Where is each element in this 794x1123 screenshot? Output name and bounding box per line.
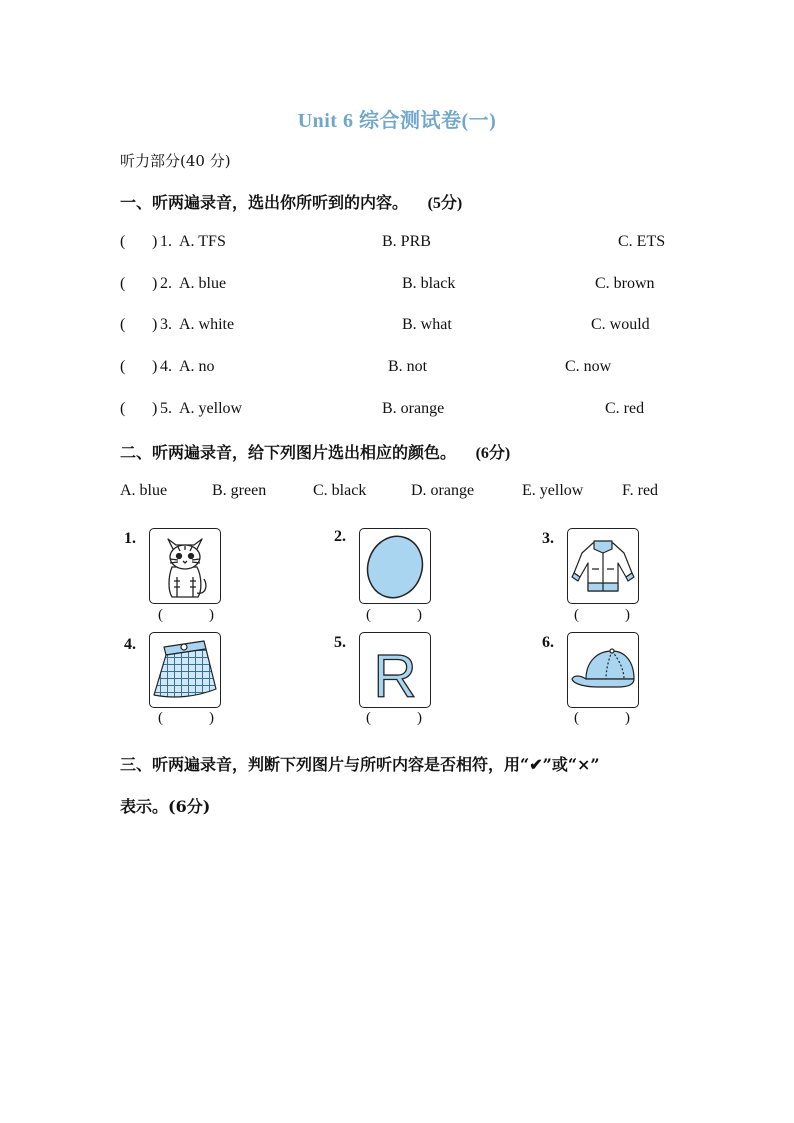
option-a: A. white	[179, 316, 235, 333]
answer-paren-open: (	[120, 358, 126, 375]
color-option: D. orange	[411, 482, 475, 499]
color-option: B. green	[212, 482, 267, 499]
egg-icon	[360, 529, 430, 603]
answer-paren-open: (	[366, 607, 371, 623]
cap-icon	[568, 633, 638, 707]
option-c: C. brown	[595, 275, 655, 292]
answer-paren-open: (	[158, 607, 163, 623]
answer-paren-open: (	[120, 275, 126, 292]
section2-heading-text: 二、听两遍录音，给下列图片选出相应的颜色。	[120, 443, 457, 462]
answer-paren-close: )	[152, 400, 158, 417]
section1-heading-text: 一、听两遍录音，选出你所听到的内容。	[120, 193, 409, 212]
section1-score: (5分)	[427, 195, 463, 212]
question-row	[120, 233, 700, 257]
section1-heading	[120, 190, 462, 213]
question-number: 5.	[160, 400, 172, 417]
answer-paren-open: (	[574, 607, 579, 623]
answer-paren-close: )	[152, 275, 158, 292]
picture-box	[359, 632, 431, 708]
letter-r-icon	[360, 633, 430, 707]
section2-score: (6分)	[475, 445, 511, 462]
option-b: B. PRB	[382, 233, 431, 250]
option-b: B. not	[388, 358, 428, 375]
option-c: C. ETS	[618, 233, 666, 250]
picture-number: 5.	[334, 634, 346, 651]
letter-r-glyph: R	[373, 643, 417, 707]
answer-paren-open: (	[120, 233, 126, 250]
color-option: E. yellow	[522, 482, 584, 499]
picture-box	[359, 528, 431, 604]
question-row	[120, 275, 700, 299]
option-a: A. no	[179, 358, 215, 375]
picture-number: 2.	[334, 528, 346, 545]
answer-paren-open: (	[120, 316, 126, 333]
answer-paren-open: (	[158, 710, 163, 726]
jacket-icon	[568, 529, 638, 603]
answer-paren-open: (	[366, 710, 371, 726]
picture-number: 6.	[542, 634, 554, 651]
option-c: C. now	[565, 358, 612, 375]
picture-box	[567, 528, 639, 604]
question-row	[120, 358, 700, 382]
option-c: C. would	[591, 316, 650, 333]
answer-paren-open: (	[120, 400, 126, 417]
question-row	[120, 316, 700, 340]
answer-paren-close: )	[417, 607, 422, 623]
color-option: F. red	[622, 482, 659, 499]
section2-heading	[120, 440, 510, 463]
option-a: A. blue	[179, 275, 227, 292]
question-row	[120, 400, 700, 424]
color-option: A. blue	[120, 482, 168, 499]
answer-paren-close: )	[625, 710, 630, 726]
section3-heading-line2: 表示。(6分)	[120, 797, 211, 816]
picture-number: 3.	[542, 530, 554, 547]
picture-box	[149, 632, 221, 708]
answer-paren-close: )	[209, 607, 214, 623]
answer-paren-close: )	[625, 607, 630, 623]
option-b: B. what	[402, 316, 452, 333]
color-options	[120, 482, 680, 506]
answer-paren-close: )	[152, 358, 158, 375]
picture-box	[567, 632, 639, 708]
picture-number: 1.	[124, 530, 136, 547]
option-b: B. black	[402, 275, 456, 292]
answer-paren-close: )	[152, 316, 158, 333]
page-title: Unit 6 综合测试卷(一)	[297, 110, 497, 132]
option-a: A. TFS	[179, 233, 226, 250]
option-b: B. orange	[382, 400, 445, 417]
answer-paren-open: (	[574, 710, 579, 726]
section3-heading: 三、听两遍录音，判断下列图片与所听内容是否相符，用“✔”或“×”	[120, 755, 600, 774]
question-number: 3.	[160, 316, 172, 333]
skirt-icon	[150, 633, 220, 707]
listening-part-label: 听力部分(40 分)	[120, 152, 231, 170]
option-a: A. yellow	[179, 400, 243, 417]
color-option: C. black	[313, 482, 367, 499]
question-number: 4.	[160, 358, 172, 375]
option-c: C. red	[605, 400, 645, 417]
cat-icon	[150, 529, 220, 603]
question-number: 1.	[160, 233, 172, 250]
picture-box	[149, 528, 221, 604]
picture-number: 4.	[124, 636, 136, 653]
answer-paren-close: )	[417, 710, 422, 726]
answer-paren-close: )	[152, 233, 158, 250]
question-number: 2.	[160, 275, 172, 292]
answer-paren-close: )	[209, 710, 214, 726]
